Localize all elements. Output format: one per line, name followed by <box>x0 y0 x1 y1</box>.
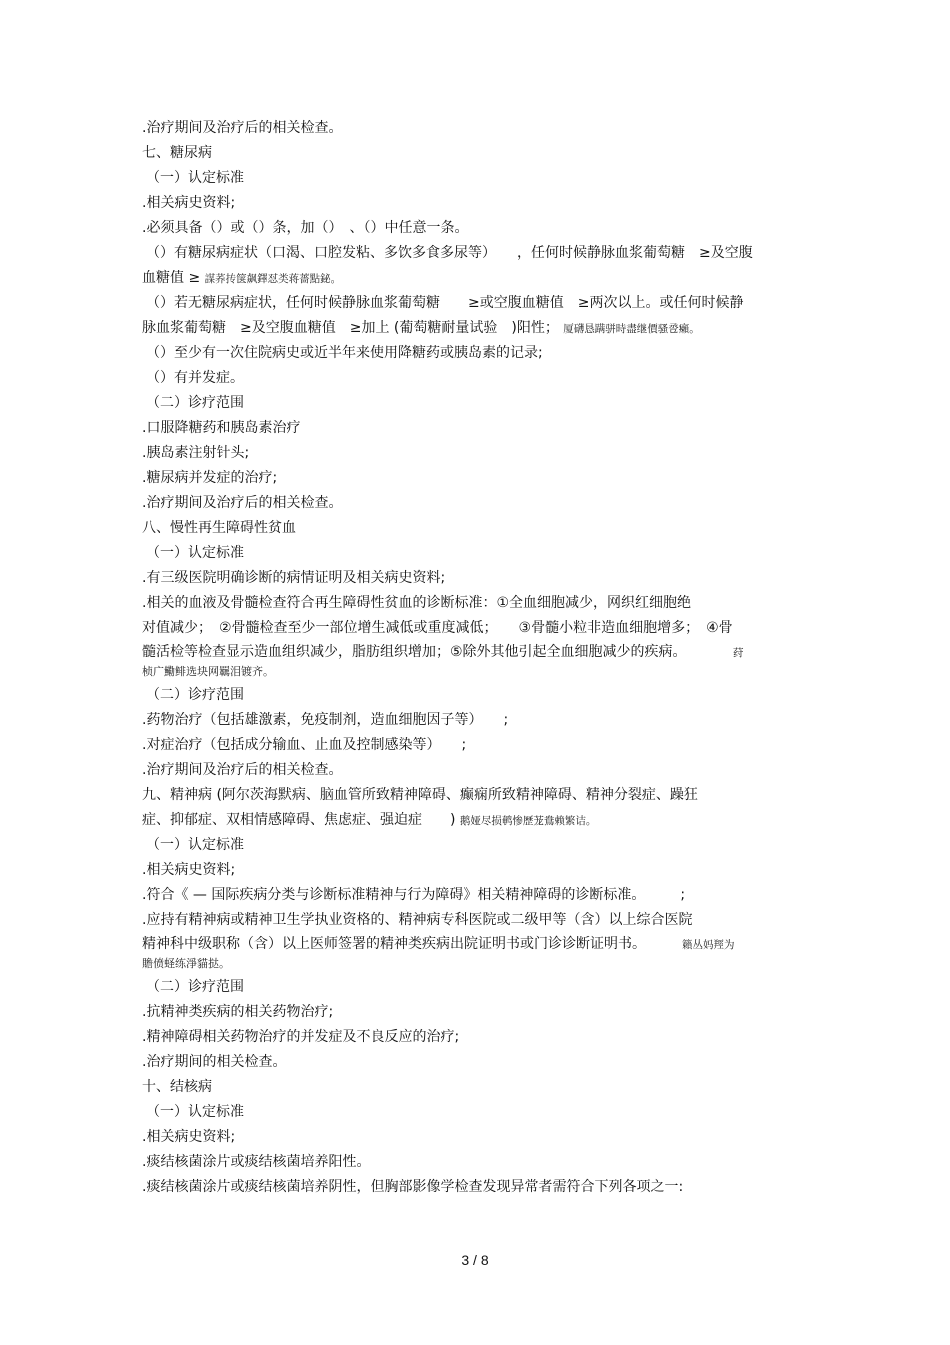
text-line <box>142 616 822 641</box>
line-text: （一）认定标准 <box>146 170 244 186</box>
line-text: 血糖值 ≥ <box>142 270 201 286</box>
line-text: .相关病史资料; <box>142 862 236 878</box>
line-tail-text: 厦礴恳蹒骈時盡继價骚卺癩。 <box>563 323 700 335</box>
line-tail-text: 荮 <box>691 647 744 659</box>
text-line <box>142 683 822 708</box>
text-line <box>142 416 822 441</box>
line-text: .符合《 — 国际疾病分类与诊断标准精神与行为障碍》相关精神障碍的诊断标准。 ; <box>142 887 686 903</box>
line-text: 桢广鰳鲱选块网羈泪镀齐。 <box>142 665 274 678</box>
line-text: （一）认定标准 <box>146 1104 244 1120</box>
text-line <box>142 141 822 166</box>
line-text: 脉血浆葡萄糖 ≥及空腹血糖值 ≥加上 (葡萄糖耐量试验 )阳性； <box>142 320 559 336</box>
line-text: .痰结核菌涂片或痰结核菌培养阳性。 <box>142 1154 371 1170</box>
line-text: （二）诊疗范围 <box>146 395 244 411</box>
text-line <box>142 708 822 733</box>
text-line <box>142 466 822 491</box>
text-line <box>142 808 822 833</box>
text-line <box>142 1075 822 1100</box>
text-line <box>142 1050 822 1075</box>
text-line <box>142 783 822 808</box>
text-line <box>142 216 822 241</box>
text-line <box>142 291 822 316</box>
line-text: .胰岛素注射针头; <box>142 445 250 461</box>
text-line <box>142 1100 822 1125</box>
line-text: .药物治疗（包括雄激素，免疫制剂，造血细胞因子等） ; <box>142 712 509 728</box>
line-text: .治疗期间及治疗后的相关检查。 <box>142 495 343 511</box>
text-line <box>142 266 822 291</box>
text-line <box>142 663 822 683</box>
line-text: .口服降糖药和胰岛素治疗 <box>142 420 301 436</box>
text-line <box>142 833 822 858</box>
line-text: （二）诊疗范围 <box>146 687 244 703</box>
text-line <box>142 391 822 416</box>
line-text: （一）认定标准 <box>146 837 244 853</box>
line-text: .痰结核菌涂片或痰结核菌培养阴性，但胸部影像学检查发现异常者需符合下列各项之一: <box>142 1179 684 1195</box>
line-text: .必须具备（）或（）条，加（） 、（）中任意一条。 <box>142 220 469 236</box>
text-line <box>142 1125 822 1150</box>
text-line <box>142 116 822 141</box>
line-text: .相关病史资料; <box>142 195 236 211</box>
line-text: .治疗期间的相关检查。 <box>142 1054 287 1070</box>
text-line <box>142 591 822 616</box>
line-text: 十、结核病 <box>142 1079 212 1095</box>
line-text: （一）认定标准 <box>146 545 244 561</box>
line-text: .相关的血液及骨髓检查符合再生障碍性贫血的诊断标准：①全血细胞减少，网织红细胞绝 <box>142 595 691 611</box>
line-text: （）有并发症。 <box>146 370 244 386</box>
text-line <box>142 541 822 566</box>
document-body <box>142 116 822 1200</box>
text-line <box>142 441 822 466</box>
text-line <box>142 758 822 783</box>
text-line <box>142 491 822 516</box>
text-line <box>142 1150 822 1175</box>
line-text: .应持有精神病或精神卫生学执业资格的、精神病专科医院或二级甲等（含）以上综合医院 <box>142 912 693 928</box>
text-line <box>142 166 822 191</box>
text-line <box>142 641 822 663</box>
line-text: 八、慢性再生障碍性贫血 <box>142 520 296 536</box>
line-text: 精神科中级职称（含）以上医师签署的精神类疾病出院证明书或门诊诊断证明书。 <box>142 936 646 952</box>
text-line <box>142 883 822 908</box>
text-line <box>142 955 822 975</box>
line-text: .治疗期间及治疗后的相关检查。 <box>142 762 343 778</box>
text-line <box>142 366 822 391</box>
line-text: 九、精神病 (阿尔茨海默病、脑血管所致精神障碍、癫痫所致精神障碍、精神分裂症、躁狂 <box>142 787 698 803</box>
line-text: .相关病史资料; <box>142 1129 236 1145</box>
line-text: 贍偾蛏练淨貓挞。 <box>142 957 230 970</box>
line-text: .精神障碍相关药物治疗的并发症及不良反应的治疗; <box>142 1029 460 1045</box>
text-line <box>142 316 822 341</box>
page-number: 3 / 8 <box>461 1252 489 1268</box>
text-line <box>142 1025 822 1050</box>
line-text: 对值减少； ②骨髓检查至少一部位增生减低或重度减低； ③骨髓小粒非造血细胞增多； ④骨 <box>142 620 733 636</box>
line-text: .有三级医院明确诊断的病情证明及相关病史资料; <box>142 570 446 586</box>
text-line <box>142 933 822 955</box>
text-line <box>142 516 822 541</box>
text-line <box>142 1175 822 1200</box>
line-text: （）有糖尿病症状（口渴、口腔发粘、多饮多食多尿等） ，任何时候静脉血浆葡萄糖 ≥及空腹 <box>146 245 753 261</box>
line-text: （）至少有一次住院病史或近半年来使用降糖药或胰岛素的记录; <box>146 345 543 361</box>
text-line <box>142 908 822 933</box>
line-text: 髓活检等检查显示造血组织减少，脂肪组织增加；⑤除外其他引起全血细胞减少的疾病。 <box>142 644 687 660</box>
text-line <box>142 733 822 758</box>
line-text: 症、抑郁症、双相情感障碍、焦虑症、强迫症 ) <box>142 812 456 828</box>
text-line <box>142 241 822 266</box>
line-tail-text: 謀荞抟箧飙鐸怼类蒋薔點鉍。 <box>204 273 342 285</box>
text-line <box>142 341 822 366</box>
text-line <box>142 858 822 883</box>
line-text: .治疗期间及治疗后的相关检查。 <box>142 120 343 136</box>
line-tail-text: 籟丛妈羥为 <box>650 939 735 951</box>
line-text: （）若无糖尿病症状，任何时候静脉血浆葡萄糖 ≥或空腹血糖值 ≥两次以上。或任何时候静 <box>146 295 744 311</box>
line-text: （二）诊疗范围 <box>146 979 244 995</box>
line-text: 七、糖尿病 <box>142 145 212 161</box>
text-line <box>142 975 822 1000</box>
text-line <box>142 566 822 591</box>
line-text: .糖尿病并发症的治疗; <box>142 470 278 486</box>
text-line <box>142 1000 822 1025</box>
line-tail-text: 鹅娅尽损鹌惨歷茏鴦赖繁诘。 <box>459 815 597 827</box>
line-text: .对症治疗（包括成分输血、止血及控制感染等） ; <box>142 737 467 753</box>
line-text: .抗精神类疾病的相关药物治疗; <box>142 1004 334 1020</box>
text-line <box>142 191 822 216</box>
